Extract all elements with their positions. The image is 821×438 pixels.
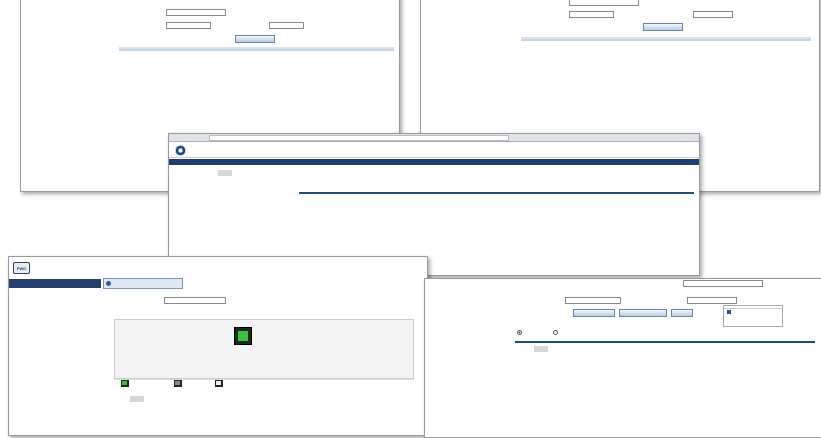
report-table-container (119, 47, 394, 51)
main-menu-bar (169, 159, 699, 165)
caption-connectivity (218, 170, 232, 176)
status-off-icon (174, 380, 182, 387)
col-relay-status (666, 39, 811, 41)
parameter-select[interactable] (166, 9, 226, 16)
view-report-button[interactable] (235, 35, 275, 43)
remote-mgmt-icon (106, 281, 111, 286)
relay-report-table (521, 39, 811, 41)
power-report-table (119, 49, 394, 51)
caption-onoff (130, 396, 144, 402)
disconnected-icon (215, 380, 223, 387)
print-button[interactable] (671, 309, 693, 317)
start-time-input[interactable] (565, 297, 621, 304)
device-status-icon (234, 327, 252, 345)
download-csv-button[interactable] (619, 309, 667, 317)
diagnostics-panel-onoff (8, 256, 428, 436)
main-menu-bar (9, 279, 101, 288)
col-date (119, 49, 257, 51)
legend-swatch (727, 310, 731, 314)
col-status (257, 49, 395, 51)
pwd-logo-icon: PWD (13, 262, 30, 274)
temperature-chart (515, 349, 821, 438)
status-box (114, 319, 414, 379)
diagnostics-panel-temperature (424, 278, 821, 438)
chart-title (515, 341, 815, 343)
view-report-button[interactable] (573, 309, 615, 317)
relay-table-container (521, 37, 811, 41)
equipment-select[interactable] (164, 297, 226, 304)
end-time-input[interactable] (687, 297, 737, 304)
end-date-input[interactable] (269, 22, 304, 29)
parameter-select[interactable] (683, 280, 763, 287)
railway-logo-icon (175, 145, 186, 156)
start-date-input[interactable] (569, 11, 614, 18)
address-bar[interactable] (209, 135, 509, 141)
site-header (169, 142, 699, 158)
equipment-select[interactable] (569, 0, 639, 6)
chart-legend (723, 305, 783, 327)
caption-temperature (534, 346, 548, 352)
status-on-icon (121, 380, 129, 387)
diagnostics-panel-connectivity (168, 133, 700, 276)
show-table-radio[interactable] (553, 330, 558, 335)
view-report-button[interactable] (643, 23, 683, 31)
connectivity-report-container (299, 192, 694, 195)
report-title (299, 192, 694, 194)
show-chart-radio[interactable] (517, 330, 522, 335)
legend-bar (114, 379, 414, 389)
col-date (521, 39, 666, 41)
end-date-input[interactable] (693, 11, 733, 18)
tab-remote-management[interactable] (103, 278, 183, 289)
start-date-input[interactable] (166, 22, 211, 29)
